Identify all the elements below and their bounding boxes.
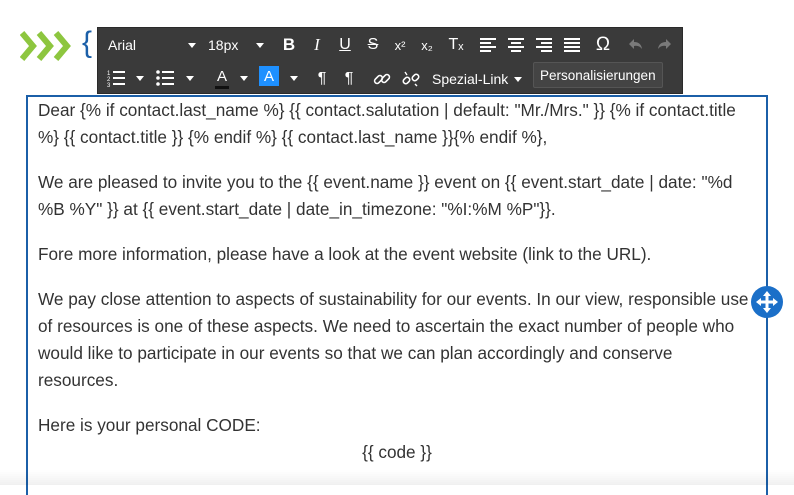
chevron-down-icon [256,43,264,48]
move-handle[interactable] [751,286,783,318]
editor-toolbar [97,27,683,94]
spezial-link-label: Spezial-Link [432,71,509,87]
ltr-pilcrow-icon: ¶ [317,70,327,87]
align-center-icon[interactable] [506,35,526,55]
editor-content[interactable] [38,97,756,466]
bold-button[interactable]: B [282,35,296,54]
bottom-edge-shadow [0,470,794,485]
chevron-down-icon [188,43,196,48]
spezial-link-dropdown[interactable] [432,65,528,93]
underline-button[interactable]: U [339,36,351,53]
personalisierungen-button[interactable]: Personalisierungen [533,62,663,88]
align-justify-icon[interactable] [562,35,582,55]
font-family-select[interactable] [104,31,200,59]
text-color-a-icon: A [216,68,227,85]
brace-symbol: { [82,26,93,59]
subscript-button[interactable]: x₂ [421,37,433,53]
redo-icon[interactable] [655,35,675,53]
ltr-paragraph-button[interactable] [311,65,333,93]
font-size-value: 18px [208,37,239,53]
text-color-swatch [215,86,229,89]
paragraph-code-intro: Here is your personal CODE: [38,415,261,435]
rtl-pilcrow-icon: ¶ [344,70,354,87]
paragraph-invitation: We are pleased to invite you to the {{ event.name }} event on {{ event.start_date | date: "%d %B %Y" }} at {{ event.start_date | date_in_timezone: "%I:%M %P"}}. [38,172,733,219]
chevrons-logo-icon [20,30,76,62]
paragraph-salutation: Dear {% if contact.last_name %} {{ contact.salutation | default: "Mr./Mrs." }} {% if contact.title %} {{ contact.title }} {% endif %} {{ contact.last_name }}{% endif %}, [38,100,736,147]
align-left-icon[interactable] [478,35,498,55]
italic-button[interactable]: I [314,35,320,54]
text-color-button[interactable] [211,65,233,93]
unlink-icon[interactable] [401,69,421,89]
chevron-down-icon[interactable] [186,76,194,81]
clear-format-button[interactable]: Tₓ [448,36,464,53]
rtl-paragraph-button[interactable] [338,65,360,93]
strikethrough-button[interactable]: S [367,36,379,53]
font-size-select[interactable] [204,31,268,59]
paragraph-code: {{ code }} [362,442,432,462]
special-characters-button[interactable]: Ω [595,34,611,55]
superscript-button[interactable]: x² [394,37,406,53]
chevron-down-icon[interactable] [240,76,248,81]
undo-icon[interactable] [625,35,645,53]
move-arrows-icon [754,289,780,315]
chevron-down-icon[interactable] [136,76,144,81]
highlight-a-icon: A [263,67,274,85]
link-icon[interactable] [372,69,392,89]
chevron-down-icon[interactable] [290,76,298,81]
align-right-icon[interactable] [534,35,554,55]
svg-text:3: 3 [107,83,111,88]
editor-area[interactable] [26,95,768,495]
ordered-list-icon[interactable] [106,68,126,88]
paragraph-more-info: Fore more information, please have a look at the event website (link to the URL). [38,244,652,264]
highlight-color-button[interactable] [259,66,279,86]
chevron-down-icon [514,77,522,82]
svg-text:2: 2 [107,77,111,83]
svg-text:1: 1 [107,71,111,77]
paragraph-sustainability: We pay close attention to aspects of sustainability for our events. In our view, responsible use of resources is one of these aspects. We need to ascertain the exact number of people who would like to participate in our events so that we can plan accordingly and conserve resources. [38,289,749,390]
bullet-list-icon[interactable] [155,68,175,88]
font-family-value: Arial [108,37,137,53]
